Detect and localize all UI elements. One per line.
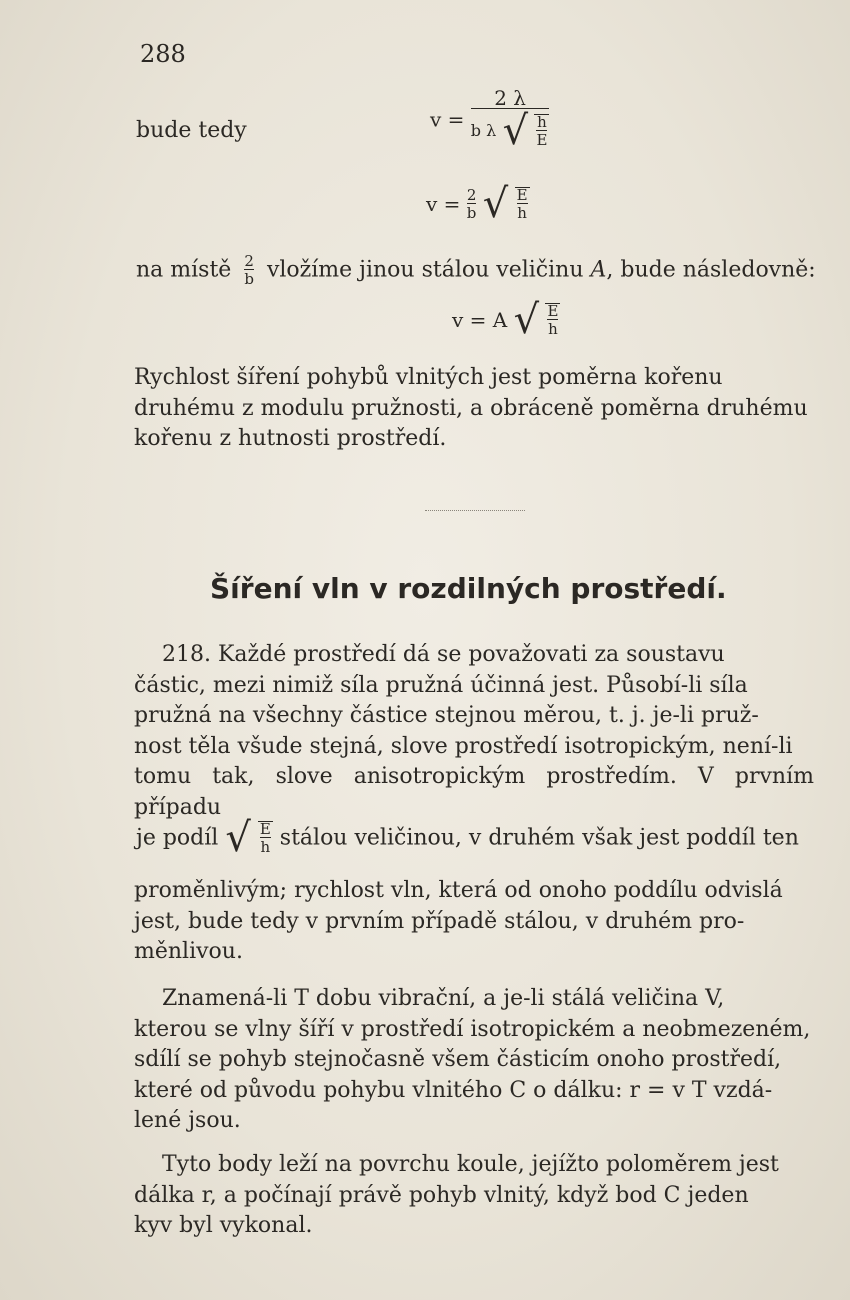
podil-line: [136, 815, 799, 861]
eq1-rad-num: h: [537, 113, 547, 131]
section-heading: Šíření vln v rozdilných prostředí.: [210, 572, 727, 605]
eq3-rad-num: E: [547, 302, 559, 320]
text-line: Tyto body leží na povrchu koule, jejížto poloměrem jest: [162, 1152, 779, 1177]
paragraph-218-rest: [134, 876, 814, 968]
bude-tedy-text: bude tedy: [136, 118, 247, 143]
text-line: kořenu z hutnosti prostředí.: [134, 426, 447, 452]
radical-sign-icon: √: [482, 181, 509, 227]
eq3-rad-den: h: [548, 320, 558, 338]
radical-sign-icon: √: [502, 108, 529, 154]
text-line: částic, mezi nimiž síla pružná účinná jest. Působí-li síla: [134, 672, 748, 698]
text-line: pružná na všechny částice stejnou měrou, t. j. je-li pruž-: [134, 703, 759, 729]
eq3-lhs: v = A: [452, 308, 508, 332]
text-line: kterou se vlny šíří v prostředí isotropickém a neobmezeném,: [134, 1016, 811, 1042]
na-miste-line: [136, 254, 816, 287]
na-miste-pre: na místě: [136, 257, 232, 283]
eq1-denominator: [470, 108, 550, 154]
text-line: Znamená-li T dobu vibrační, a je-li stálá veličina V,: [162, 986, 725, 1011]
text-line: dálka r, a počínají právě pohyb vlnitý, když bod C jeden: [134, 1182, 749, 1208]
eq2-rad-den: h: [517, 204, 527, 222]
text-line: lené jsou.: [134, 1108, 241, 1134]
eq1-fraction: [470, 86, 550, 154]
paragraph-rychlost: [134, 363, 814, 455]
text-line: nost těla všude stejná, slove prostředí isotropickým, není-li: [134, 733, 793, 759]
na-miste-var: A: [590, 257, 607, 283]
eq2-lhs: v =: [426, 192, 461, 216]
eq1-lhs: v =: [430, 107, 465, 132]
eq1-numerator: 2 λ: [494, 86, 526, 110]
text-line: Rychlost šíření pohybů vlnitých jest poměrna kořenu: [134, 365, 723, 390]
radical-sign-icon: √: [225, 815, 251, 861]
text-line: měnlivou.: [134, 939, 243, 965]
podil-rad-den: h: [260, 838, 271, 856]
equation-1: [430, 86, 549, 154]
text-line: které od původu pohybu vlnitého C o dálku: r = v T vzdá-: [134, 1077, 773, 1103]
page-number: 288: [140, 40, 186, 68]
equation-2: [426, 181, 530, 227]
text-line: kyv byl vykonal.: [134, 1213, 313, 1239]
na-miste-frac-den: b: [244, 270, 254, 288]
eq2-frac-num: 2: [466, 185, 477, 204]
text-line: sdílí se pohyb stejnočasně všem částicím onoho prostředí,: [134, 1047, 782, 1073]
eq1-radical: [502, 108, 550, 154]
eq1-den-pre: b λ: [470, 121, 497, 140]
text-line: proměnlivým; rychlost vln, která od onoho poddílu odvislá: [134, 878, 783, 903]
section-divider: [425, 500, 525, 511]
na-miste-post-2: , bude následovně:: [606, 257, 816, 283]
text-line: druhému z modulu pružnosti, a obráceně poměrna druhému: [134, 395, 808, 421]
eq2-frac-den: b: [466, 203, 477, 222]
na-miste-frac-num: 2: [244, 252, 254, 270]
eq2-radical: [482, 181, 530, 227]
text-line: tomu tak, slove anisotropickým prostředím. V prvním případu: [134, 764, 814, 820]
eq3-radical: [513, 297, 561, 343]
na-miste-post-1: vložíme jinou stálou veličinu: [266, 257, 584, 283]
eq1-rad-den: E: [536, 131, 548, 149]
equation-3: [452, 297, 560, 343]
eq2-rad-num: E: [516, 186, 528, 204]
podil-radical: [225, 815, 272, 861]
paragraph-znamena: [134, 984, 814, 1137]
paragraph-218: [134, 640, 814, 824]
podil-rad-num: E: [259, 820, 271, 838]
radical-sign-icon: √: [513, 297, 540, 343]
paragraph-tyto: [134, 1150, 814, 1242]
na-miste-fraction: [244, 254, 254, 287]
eq2-fraction: [466, 185, 477, 222]
text-line: 218. Každé prostředí dá se považovati za soustavu: [162, 642, 725, 667]
podil-pre: je podíl: [136, 825, 219, 851]
podil-post: stálou veličinou, v druhém však jest poddíl ten: [279, 825, 799, 851]
text-line: jest, bude tedy v prvním případě stálou, v druhém pro-: [134, 908, 745, 934]
